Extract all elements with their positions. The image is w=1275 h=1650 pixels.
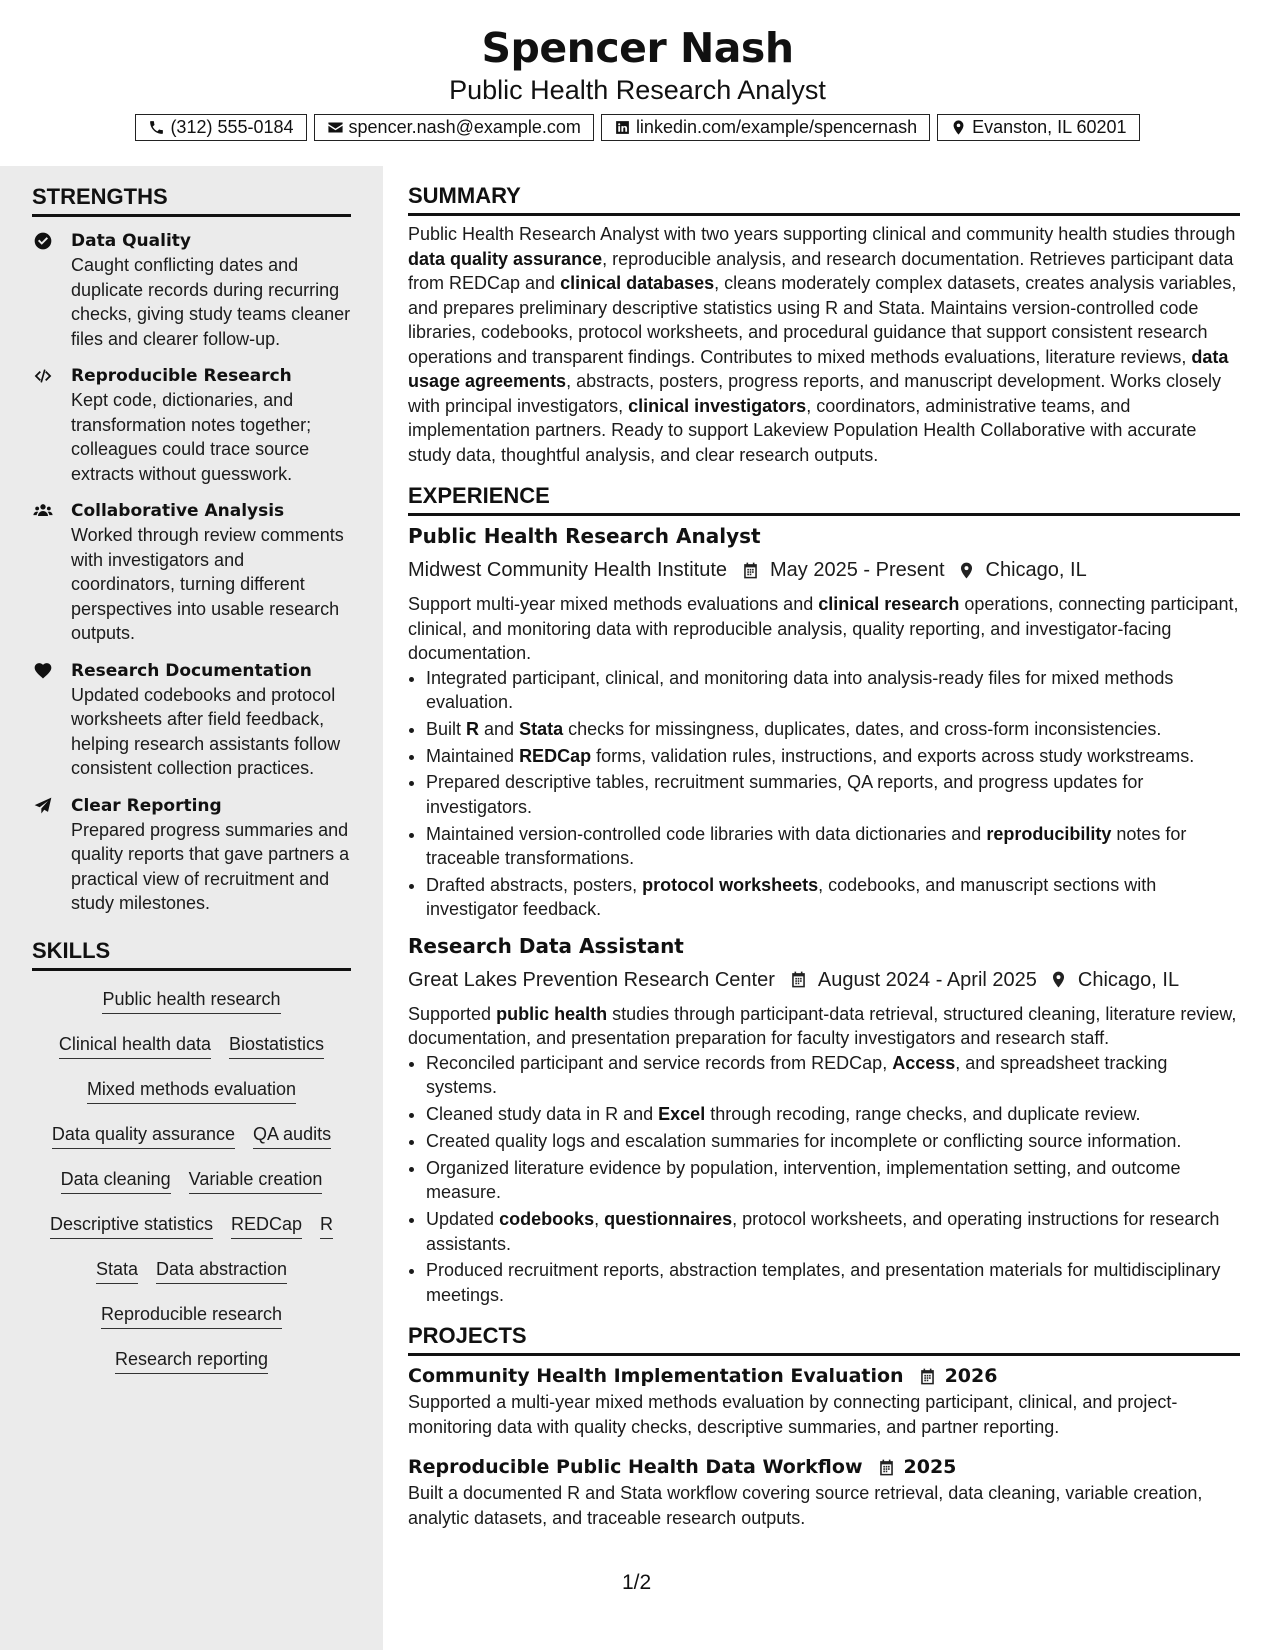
map-pin-icon bbox=[950, 119, 967, 136]
project-year: 2025 bbox=[903, 1456, 957, 1479]
bold-keyword: codebooks bbox=[499, 1209, 595, 1230]
phone-icon bbox=[148, 119, 165, 136]
check-circle-icon bbox=[32, 231, 54, 251]
phone-text: (312) 555-0184 bbox=[170, 117, 294, 137]
code-icon bbox=[32, 366, 54, 386]
linkedin-text: linkedin.com/example/spencernash bbox=[635, 117, 918, 137]
bold-keyword: reproducibility bbox=[986, 823, 1112, 844]
email-text: spencer.nash@example.com bbox=[348, 117, 581, 137]
experience-heading: EXPERIENCE bbox=[408, 481, 1240, 516]
summary-heading: SUMMARY bbox=[408, 181, 1240, 216]
bullet-item bbox=[426, 1156, 1240, 1205]
bullet-item bbox=[426, 1051, 1240, 1100]
strength-item bbox=[32, 499, 351, 646]
skill-tag: Biostatistics bbox=[229, 1032, 324, 1059]
candidate-title: Public Health Research Analyst bbox=[449, 75, 826, 105]
text-run: , and spreadsheet tracking systems. bbox=[426, 1052, 1168, 1098]
strengths-heading: STRENGTHS bbox=[32, 182, 351, 217]
paper-plane-icon bbox=[32, 796, 54, 816]
text-run: Public Health Research Analyst with two years supporting clinical and community health studies through bbox=[408, 224, 1236, 244]
text-run: Reconciled participant and service records from REDCap, bbox=[426, 1052, 893, 1073]
strength-item bbox=[32, 229, 351, 351]
skills-row bbox=[32, 987, 351, 1032]
contact-email[interactable] bbox=[314, 114, 594, 141]
bullet-item bbox=[426, 1102, 1240, 1127]
main-content bbox=[408, 181, 1240, 1530]
job-organization: Midwest Community Health Institute bbox=[408, 559, 728, 581]
map-pin-icon bbox=[1037, 970, 1078, 989]
text-run: , coordinators, administrative teams, and implementation partners. Ready to support Lakeview Population Health Collaborative with accurate study data, thoughtful analysis, and clear research outputs. bbox=[408, 395, 1197, 465]
skill-tag: R bbox=[320, 1212, 333, 1239]
bullet-item bbox=[426, 1129, 1240, 1154]
bold-keyword: clinical databases bbox=[560, 273, 715, 293]
text-run: Cleaned study data in R and bbox=[426, 1104, 659, 1125]
job-bullets bbox=[408, 666, 1240, 922]
contact-bar bbox=[0, 114, 1275, 141]
skill-tag: Research reporting bbox=[115, 1347, 268, 1374]
bold-keyword: data usage agreements bbox=[408, 346, 1229, 391]
text-run: operations, connecting participant, clinical, and monitoring data with reproducible analysis, quality reporting, and investigator-facing documentation. bbox=[408, 594, 1239, 663]
job-description bbox=[408, 592, 1240, 666]
project-name: Reproducible Public Health Data Workflow bbox=[408, 1456, 863, 1479]
text-run: , protocol worksheets, and operating instructions for research assistants. bbox=[426, 1209, 1220, 1254]
project-year: 2026 bbox=[944, 1365, 998, 1388]
skill-tag: Descriptive statistics bbox=[50, 1212, 213, 1239]
skill-tag: Variable creation bbox=[189, 1167, 323, 1194]
summary-text bbox=[408, 222, 1240, 467]
job-location: Chicago, IL bbox=[985, 559, 1087, 581]
skill-tag: Public health research bbox=[102, 987, 280, 1014]
bold-keyword: Stata bbox=[519, 718, 564, 739]
skills-list bbox=[32, 987, 351, 1392]
job-location: Chicago, IL bbox=[1077, 968, 1180, 991]
job-meta bbox=[408, 556, 1240, 584]
text-run: Organized literature evidence by population, intervention, implementation setting, and outcome measure. bbox=[426, 1157, 1181, 1203]
text-run: Created quality logs and escalation summaries for incomplete or conflicting source information. bbox=[426, 1131, 1182, 1152]
users-icon bbox=[32, 501, 54, 521]
bold-keyword: Excel bbox=[658, 1104, 706, 1125]
text-run: , codebooks, and manuscript sections with investigator feedback. bbox=[426, 874, 1157, 920]
strength-text: Updated codebooks and protocol worksheets after field feedback, helping research assistants follow consistent collection practices. bbox=[71, 684, 341, 778]
job-meta bbox=[408, 966, 1240, 994]
strength-text: Caught conflicting dates and duplicate records during recurring checks, giving study teams cleaner files and clearer follow-up. bbox=[71, 255, 351, 349]
skills-row bbox=[32, 1302, 351, 1347]
text-run: Integrated participant, clinical, and monitoring data into analysis-ready files for mixed methods evaluation. bbox=[426, 667, 1174, 712]
text-run: , reproducible analysis, and research documentation. Retrieves participant data from REDCap and bbox=[408, 248, 1234, 293]
candidate-name: Spencer Nash bbox=[481, 24, 794, 72]
skills-heading: SKILLS bbox=[32, 936, 351, 971]
skill-tag: Stata bbox=[96, 1257, 138, 1284]
bullet-item bbox=[426, 822, 1240, 871]
experience-list bbox=[408, 522, 1240, 1307]
projects-heading: PROJECTS bbox=[408, 1321, 1240, 1356]
sidebar bbox=[0, 166, 383, 1650]
project-description: Built a documented R and Stata workflow covering source retrieval, data cleaning, variable creation, analytic datasets, and traceable research outputs. bbox=[408, 1483, 1203, 1528]
text-run: , cleans moderately complex datasets, creates analysis variables, and prepares preliminary descriptive statistics using R and Stata. Maintains version-controlled code libraries, codebooks, protocol worksheets, and procedural guidance that support consistent research operations and transparent findings. Contributes to mixed methods evaluations, literature reviews, bbox=[408, 273, 1237, 367]
skill-tag: REDCap bbox=[231, 1212, 302, 1239]
skills-row bbox=[32, 1032, 351, 1077]
job-dates: August 2024 - April 2025 bbox=[817, 968, 1037, 991]
job-dates: May 2025 - Present bbox=[770, 559, 945, 581]
text-run: Support multi-year mixed methods evaluations and bbox=[408, 594, 819, 614]
bold-keyword: R bbox=[466, 718, 480, 739]
text-run: through recoding, range checks, and duplicate review. bbox=[705, 1104, 1141, 1125]
text-run: Updated bbox=[426, 1209, 500, 1230]
text-run: checks for missingness, duplicates, dates, and cross-form inconsistencies. bbox=[563, 718, 1162, 739]
bullet-item bbox=[426, 1207, 1240, 1256]
heart-icon bbox=[32, 661, 54, 681]
bold-keyword: public health bbox=[496, 1003, 608, 1024]
text-run: Prepared descriptive tables, recruitment summaries, QA reports, and progress updates for investigators. bbox=[426, 772, 1144, 817]
location-text: Evanston, IL 60201 bbox=[972, 117, 1127, 137]
text-run: , abstracts, posters, progress reports, and manuscript development. Works closely with principal investigators, bbox=[408, 371, 1222, 416]
text-run: Maintained bbox=[426, 745, 520, 766]
project-title bbox=[408, 1453, 1240, 1481]
strength-title: Reproducible Research bbox=[71, 366, 292, 386]
map-pin-icon bbox=[945, 561, 986, 580]
text-run: Built bbox=[426, 718, 467, 739]
text-run: , bbox=[594, 1209, 605, 1230]
project-description: Supported a multi-year mixed methods evaluation by connecting participant, clinical, and project-monitoring data with quality checks, descriptive summaries, and partner reporting. bbox=[408, 1392, 1178, 1437]
bold-keyword: REDCap bbox=[519, 745, 592, 766]
bullet-item bbox=[426, 744, 1240, 769]
job-title: Research Data Assistant bbox=[408, 933, 684, 958]
skill-tag: Data abstraction bbox=[156, 1257, 287, 1284]
strength-title: Collaborative Analysis bbox=[71, 501, 285, 521]
strength-text: Prepared progress summaries and quality reports that gave partners a practical view of recruitment and study milestones. bbox=[71, 819, 350, 913]
skill-tag: Mixed methods evaluation bbox=[87, 1077, 296, 1104]
calendar-icon bbox=[775, 970, 818, 989]
project-name: Community Health Implementation Evaluation bbox=[408, 1365, 904, 1388]
bold-keyword: protocol worksheets bbox=[642, 874, 819, 895]
bullet-item bbox=[426, 717, 1240, 742]
bold-keyword: clinical investigators bbox=[628, 395, 807, 416]
calendar-icon bbox=[727, 561, 770, 580]
text-run: Produced recruitment reports, abstraction templates, and presentation materials for multidisciplinary meetings. bbox=[426, 1260, 1221, 1305]
job-bullets bbox=[408, 1051, 1240, 1307]
bullet-item bbox=[426, 770, 1240, 819]
job-title: Public Health Research Analyst bbox=[408, 524, 761, 548]
text-run: Maintained version-controlled code libraries with data dictionaries and bbox=[426, 823, 987, 844]
contact-linkedin[interactable] bbox=[601, 114, 930, 141]
bold-keyword: clinical research bbox=[818, 594, 960, 614]
linkedin-icon bbox=[614, 119, 631, 136]
strength-title: Data Quality bbox=[71, 231, 191, 251]
text-run: studies through participant-data retrieval, structured cleaning, literature review, documentation, and presentation preparation for faculty investigators and research staff. bbox=[408, 1003, 1237, 1049]
bullet-item bbox=[426, 666, 1240, 715]
skills-row bbox=[32, 1122, 351, 1167]
skill-tag: Data cleaning bbox=[61, 1167, 171, 1194]
skill-tag: Reproducible research bbox=[101, 1302, 282, 1329]
strength-text: Worked through review comments with investigators and coordinators, turning different perspectives into usable research outputs. bbox=[71, 525, 344, 643]
strength-item bbox=[32, 794, 351, 916]
text-run: notes for traceable transformations. bbox=[426, 823, 1187, 869]
calendar-icon bbox=[863, 1458, 904, 1477]
skill-tag: QA audits bbox=[253, 1122, 331, 1149]
strength-item bbox=[32, 364, 351, 486]
skill-tag: Clinical health data bbox=[59, 1032, 211, 1059]
skills-row bbox=[32, 1257, 351, 1302]
bullet-item bbox=[426, 873, 1240, 922]
contact-location bbox=[937, 114, 1139, 141]
strength-item bbox=[32, 659, 351, 781]
skills-row bbox=[32, 1347, 351, 1392]
skills-row bbox=[32, 1077, 351, 1122]
strengths-list bbox=[32, 229, 351, 916]
text-run: Supported bbox=[408, 1003, 497, 1024]
skill-tag: Data quality assurance bbox=[52, 1122, 235, 1149]
strength-text: Kept code, dictionaries, and transformation notes together; colleagues could trace source extracts without guesswork. bbox=[71, 390, 312, 484]
projects-list bbox=[408, 1362, 1240, 1530]
text-run: forms, validation rules, instructions, and exports across study workstreams. bbox=[591, 745, 1195, 766]
strength-title: Research Documentation bbox=[71, 660, 312, 681]
bold-keyword: data quality assurance bbox=[408, 248, 603, 269]
job-organization: Great Lakes Prevention Research Center bbox=[408, 968, 775, 991]
skills-row bbox=[32, 1212, 351, 1257]
project-title bbox=[408, 1362, 1240, 1390]
bold-keyword: questionnaires bbox=[604, 1209, 733, 1230]
page-number: 1/2 bbox=[622, 1571, 652, 1594]
envelope-icon bbox=[327, 119, 344, 136]
strength-title: Clear Reporting bbox=[71, 795, 222, 816]
text-run: Drafted abstracts, posters, bbox=[426, 874, 643, 895]
bullet-item bbox=[426, 1258, 1240, 1307]
bold-keyword: Access bbox=[892, 1052, 956, 1073]
text-run: and bbox=[479, 718, 520, 739]
skills-row bbox=[32, 1167, 351, 1212]
calendar-icon bbox=[904, 1367, 945, 1386]
job-description bbox=[408, 1002, 1240, 1051]
contact-phone[interactable] bbox=[135, 114, 306, 141]
